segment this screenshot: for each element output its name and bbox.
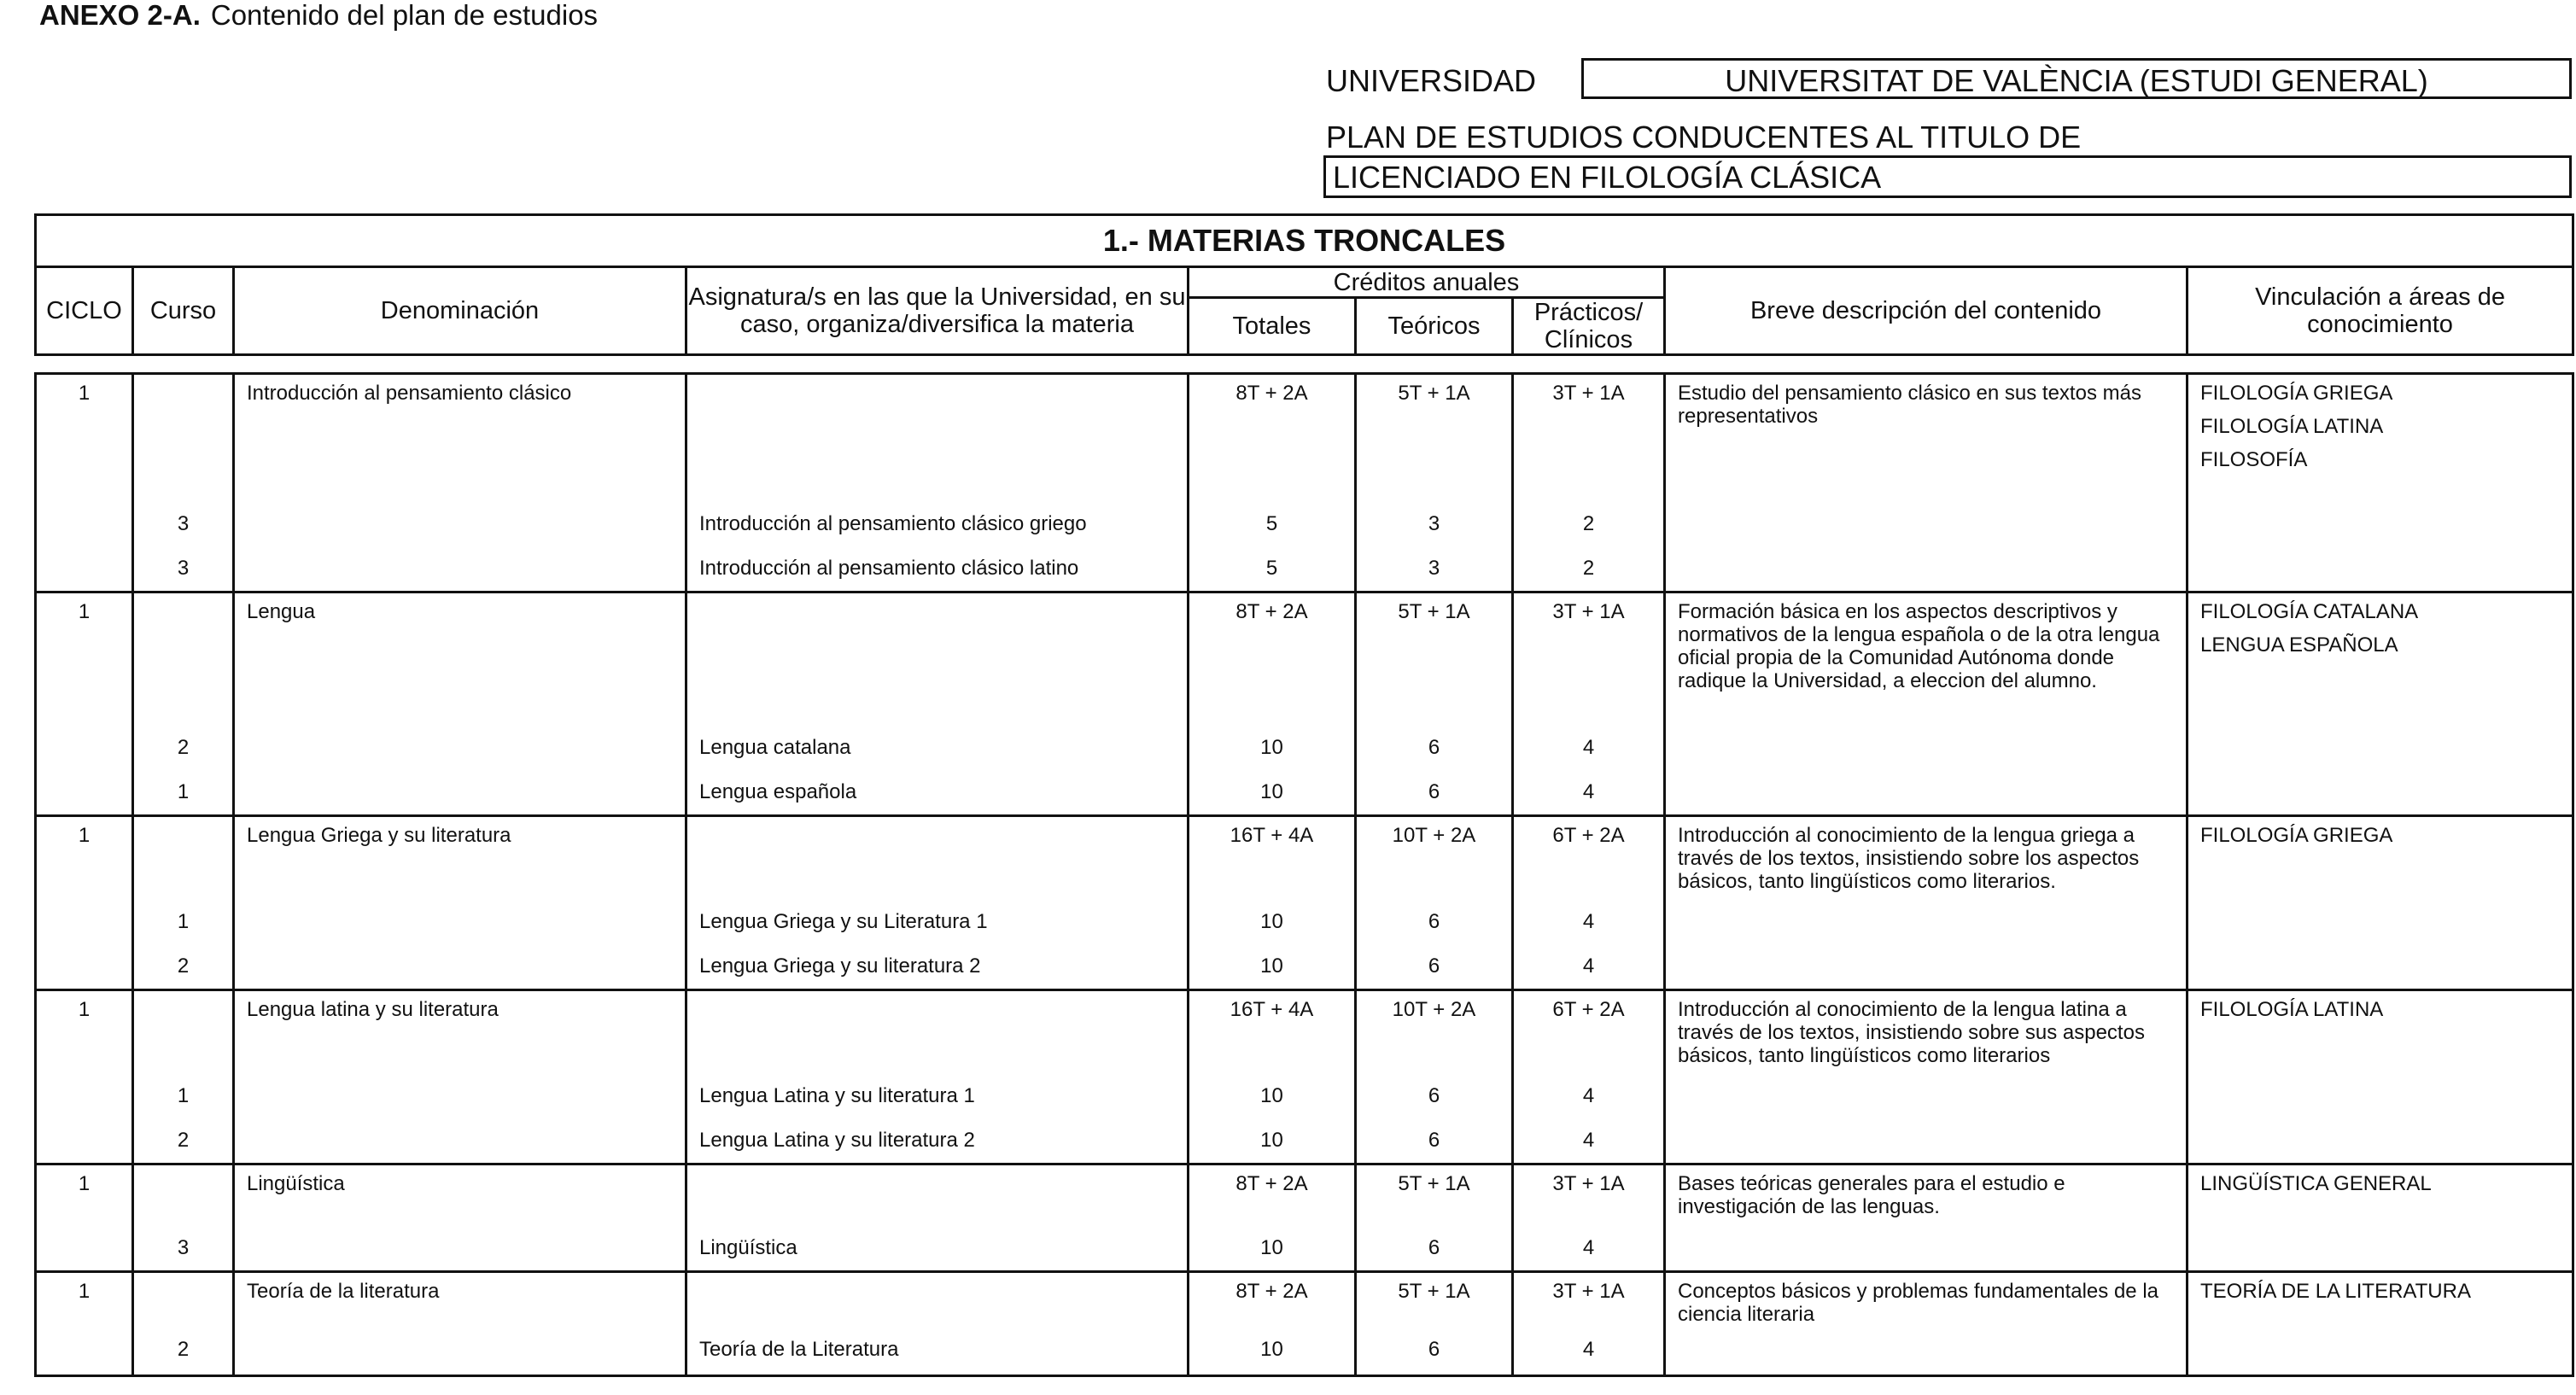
asignatura-practicos: 4 <box>1513 944 1665 990</box>
materia-denominacion: Lengua <box>234 592 686 816</box>
materia-areas <box>2188 816 2573 990</box>
asignatura-curso: 2 <box>133 944 234 990</box>
asignatura-curso: 3 <box>133 546 234 592</box>
asignatura-curso: 1 <box>133 770 234 816</box>
materia-descripcion: Introducción al conocimiento de la lengua latina a través de los textos, insistiendo sobre sus aspectos básicos, tanto lingüísticos como literarios <box>1665 990 2188 1164</box>
materias-body <box>36 374 2573 1376</box>
materia-row <box>36 1164 2573 1226</box>
col-asignaturas: Asignatura/s en las que la Universidad, en su caso, organiza/diversifica la materia <box>686 267 1189 355</box>
asignatura-nombre: Lengua Griega y su literatura 2 <box>686 944 1189 990</box>
materia-asignatura-blank <box>686 1272 1189 1325</box>
asignatura-curso: 1 <box>133 1074 234 1118</box>
materia-teoricos: 5T + 1A <box>1356 592 1513 726</box>
annex-label: ANEXO 2-A. <box>39 0 201 31</box>
materia-row <box>36 592 2573 726</box>
col-ciclo: CICLO <box>36 267 133 355</box>
col-practicos: Prácticos/ Clínicos <box>1513 298 1665 355</box>
area-item: FILOLOGÍA LATINA <box>2200 998 2384 1021</box>
col-teoricos: Teóricos <box>1356 298 1513 355</box>
asignatura-nombre: Teoría de la Literatura <box>686 1325 1189 1376</box>
materia-row <box>36 374 2573 502</box>
col-denominacion: Denominación <box>234 267 686 355</box>
materia-teoricos: 5T + 1A <box>1356 1164 1513 1226</box>
materia-ciclo: 1 <box>36 592 133 816</box>
asignatura-practicos: 4 <box>1513 900 1665 944</box>
asignatura-practicos: 4 <box>1513 1074 1665 1118</box>
materia-practicos: 3T + 1A <box>1513 374 1665 502</box>
materia-curso-blank <box>133 816 234 900</box>
area-item: FILOLOGÍA CATALANA <box>2200 600 2419 623</box>
asignatura-teoricos: 6 <box>1356 770 1513 816</box>
materia-ciclo: 1 <box>36 1164 133 1272</box>
materia-asignatura-blank <box>686 374 1189 502</box>
asignatura-curso: 2 <box>133 726 234 770</box>
materia-descripcion: Introducción al conocimiento de la lengua griega a través de los textos, insistiendo sobre los aspectos básicos, tanto lingüísticos como literarios. <box>1665 816 2188 990</box>
materia-ciclo: 1 <box>36 1272 133 1376</box>
materia-ciclo: 1 <box>36 816 133 990</box>
materia-totales: 8T + 2A <box>1189 374 1356 502</box>
area-item: LINGÜÍSTICA GENERAL <box>2200 1172 2432 1195</box>
asignatura-teoricos: 6 <box>1356 726 1513 770</box>
materia-row <box>36 1272 2573 1325</box>
asignatura-totales: 10 <box>1189 770 1356 816</box>
asignatura-nombre: Lengua catalana <box>686 726 1189 770</box>
materia-asignatura-blank <box>686 816 1189 900</box>
materia-denominacion: Lingüística <box>234 1164 686 1272</box>
asignatura-nombre: Lengua Griega y su Literatura 1 <box>686 900 1189 944</box>
col-vinculacion: Vinculación a áreas de conocimiento <box>2188 267 2573 355</box>
asignatura-nombre: Lengua española <box>686 770 1189 816</box>
materia-curso-blank <box>133 592 234 726</box>
materia-row <box>36 990 2573 1074</box>
section-title: 1.- MATERIAS TRONCALES <box>36 215 2573 267</box>
materia-ciclo: 1 <box>36 374 133 592</box>
materia-ciclo: 1 <box>36 990 133 1164</box>
materia-practicos: 6T + 2A <box>1513 816 1665 900</box>
materia-curso-blank <box>133 1272 234 1325</box>
asignatura-totales: 10 <box>1189 1074 1356 1118</box>
materia-teoricos: 5T + 1A <box>1356 374 1513 502</box>
asignatura-teoricos: 6 <box>1356 900 1513 944</box>
asignatura-teoricos: 6 <box>1356 944 1513 990</box>
document-heading <box>39 0 598 31</box>
asignatura-teoricos: 3 <box>1356 546 1513 592</box>
materia-practicos: 6T + 2A <box>1513 990 1665 1074</box>
asignatura-nombre: Lingüística <box>686 1226 1189 1272</box>
materia-totales: 8T + 2A <box>1189 1272 1356 1325</box>
materia-denominacion: Lengua latina y su literatura <box>234 990 686 1164</box>
asignatura-totales: 10 <box>1189 900 1356 944</box>
materia-totales: 8T + 2A <box>1189 1164 1356 1226</box>
asignatura-totales: 10 <box>1189 944 1356 990</box>
materia-denominacion: Lengua Griega y su literatura <box>234 816 686 990</box>
materia-areas <box>2188 374 2573 592</box>
asignatura-nombre: Lengua Latina y su literatura 2 <box>686 1118 1189 1164</box>
asignatura-teoricos: 6 <box>1356 1226 1513 1272</box>
asignatura-practicos: 2 <box>1513 502 1665 546</box>
materia-descripcion: Conceptos básicos y problemas fundamentales de la ciencia literaria <box>1665 1272 2188 1376</box>
materia-practicos: 3T + 1A <box>1513 1164 1665 1226</box>
col-descripcion: Breve descripción del contenido <box>1665 267 2188 355</box>
materia-totales: 16T + 4A <box>1189 816 1356 900</box>
asignatura-practicos: 2 <box>1513 546 1665 592</box>
materia-areas <box>2188 990 2573 1164</box>
plan-label: PLAN DE ESTUDIOS CONDUCENTES AL TITULO DE <box>1326 120 2082 155</box>
materia-teoricos: 10T + 2A <box>1356 816 1513 900</box>
asignatura-practicos: 4 <box>1513 1325 1665 1376</box>
asignatura-curso: 3 <box>133 502 234 546</box>
asignatura-practicos: 4 <box>1513 770 1665 816</box>
materia-descripcion: Formación básica en los aspectos descriptivos y normativos de la lengua española o de la otra lengua oficial propia de la Comunidad Autónoma donde radique la Universidad, a eleccion del alumno. <box>1665 592 2188 816</box>
asignatura-teoricos: 6 <box>1356 1118 1513 1164</box>
materia-curso-blank <box>133 990 234 1074</box>
materia-denominacion: Introducción al pensamiento clásico <box>234 374 686 592</box>
materia-areas <box>2188 1164 2573 1272</box>
materia-asignatura-blank <box>686 990 1189 1074</box>
materia-descripcion: Bases teóricas generales para el estudio e investigación de las lenguas. <box>1665 1164 2188 1272</box>
area-item: TEORÍA DE LA LITERATURA <box>2200 1280 2471 1303</box>
asignatura-curso: 2 <box>133 1118 234 1164</box>
asignatura-nombre: Introducción al pensamiento clásico griego <box>686 502 1189 546</box>
asignatura-totales: 10 <box>1189 726 1356 770</box>
asignatura-teoricos: 6 <box>1356 1074 1513 1118</box>
university-name-box: UNIVERSITAT DE VALÈNCIA (ESTUDI GENERAL) <box>1581 58 2572 99</box>
materia-teoricos: 5T + 1A <box>1356 1272 1513 1325</box>
asignatura-totales: 10 <box>1189 1325 1356 1376</box>
asignatura-totales: 5 <box>1189 502 1356 546</box>
asignatura-practicos: 4 <box>1513 726 1665 770</box>
materia-practicos: 3T + 1A <box>1513 1272 1665 1325</box>
materia-asignatura-blank <box>686 592 1189 726</box>
materia-areas <box>2188 1272 2573 1376</box>
col-totales: Totales <box>1189 298 1356 355</box>
university-label: UNIVERSIDAD <box>1326 63 1537 98</box>
materia-practicos: 3T + 1A <box>1513 592 1665 726</box>
area-item: FILOLOGÍA GRIEGA <box>2200 824 2393 847</box>
asignatura-nombre: Introducción al pensamiento clásico latino <box>686 546 1189 592</box>
materias-table <box>34 372 2574 1377</box>
area-item: FILOSOFÍA <box>2200 448 2308 471</box>
materia-curso-blank <box>133 374 234 502</box>
asignatura-teoricos: 6 <box>1356 1325 1513 1376</box>
materia-descripcion: Estudio del pensamiento clásico en sus textos más representativos <box>1665 374 2188 592</box>
area-item: LENGUA ESPAÑOLA <box>2200 633 2398 657</box>
area-item: FILOLOGÍA LATINA <box>2200 415 2384 438</box>
materia-row <box>36 816 2573 900</box>
materia-totales: 8T + 2A <box>1189 592 1356 726</box>
asignatura-practicos: 4 <box>1513 1226 1665 1272</box>
asignatura-curso: 1 <box>133 900 234 944</box>
materia-asignatura-blank <box>686 1164 1189 1226</box>
col-creditos: Créditos anuales <box>1189 267 1665 298</box>
header-table <box>34 213 2574 356</box>
asignatura-totales: 5 <box>1189 546 1356 592</box>
asignatura-curso: 3 <box>133 1226 234 1272</box>
degree-title-box: LICENCIADO EN FILOLOGÍA CLÁSICA <box>1323 155 2572 198</box>
materia-totales: 16T + 4A <box>1189 990 1356 1074</box>
materia-teoricos: 10T + 2A <box>1356 990 1513 1074</box>
area-item: FILOLOGÍA GRIEGA <box>2200 382 2393 405</box>
asignatura-totales: 10 <box>1189 1118 1356 1164</box>
asignatura-practicos: 4 <box>1513 1118 1665 1164</box>
asignatura-curso: 2 <box>133 1325 234 1376</box>
asignatura-teoricos: 3 <box>1356 502 1513 546</box>
materia-denominacion: Teoría de la literatura <box>234 1272 686 1376</box>
materia-areas <box>2188 592 2573 816</box>
materia-curso-blank <box>133 1164 234 1226</box>
col-curso: Curso <box>133 267 234 355</box>
asignatura-nombre: Lengua Latina y su literatura 1 <box>686 1074 1189 1118</box>
asignatura-totales: 10 <box>1189 1226 1356 1272</box>
annex-subtitle: Contenido del plan de estudios <box>210 0 599 31</box>
